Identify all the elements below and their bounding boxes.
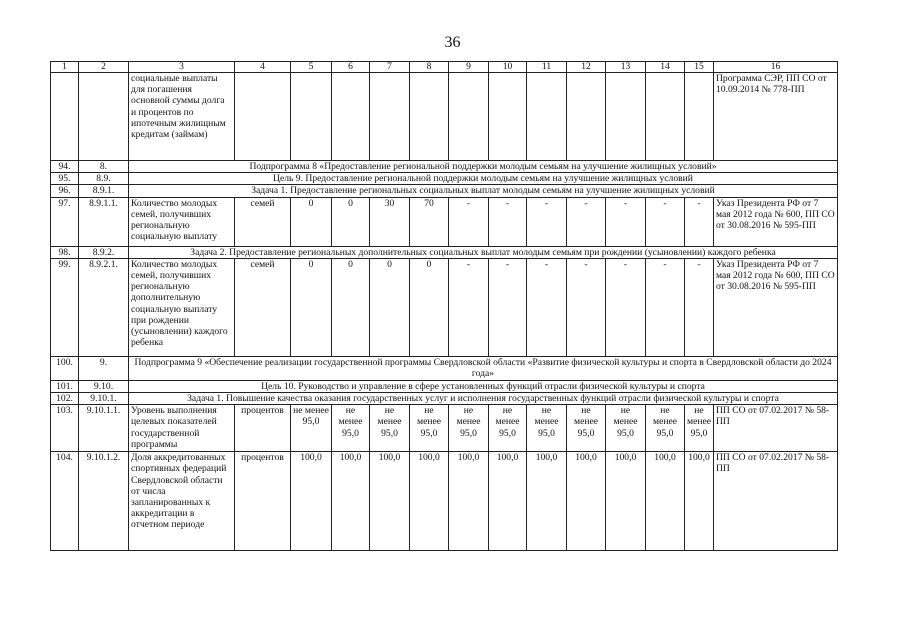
value-cell: не менее 95,0 <box>410 405 449 452</box>
column-number-header: 8 <box>410 62 449 73</box>
row-code-cell: 9.10. <box>79 380 129 392</box>
value-cell: 0 <box>332 197 370 246</box>
row-id-cell: 97. <box>51 197 79 246</box>
section-row <box>51 356 838 380</box>
value-cell: - <box>449 258 489 356</box>
value-cell <box>567 73 606 161</box>
unit-cell: процентов <box>235 405 291 452</box>
value-cell: 100,0 <box>527 452 567 551</box>
column-number-header: 9 <box>449 62 489 73</box>
section-title-cell: Подпрограмма 9 «Обеспечение реализации государственной программы Свердловской области «Развитие физической культуры и спорта в Свердловской области до 2024 года» <box>129 356 838 380</box>
row-id-cell: 95. <box>51 173 79 185</box>
value-cell: - <box>489 197 527 246</box>
column-number-header: 13 <box>606 62 646 73</box>
row-id-cell: 101. <box>51 380 79 392</box>
value-cell: 0 <box>410 258 449 356</box>
value-cell <box>489 73 527 161</box>
value-cell: 100,0 <box>489 452 527 551</box>
section-row <box>51 393 838 405</box>
value-cell: 0 <box>370 258 410 356</box>
section-title-cell: Цель 10. Руководство и управление в сфере установленных функций отрасли физической культуры и спорта <box>129 380 838 392</box>
value-cell: - <box>606 258 646 356</box>
row-id-cell: 100. <box>51 356 79 380</box>
row-code-cell: 8.9.2. <box>79 246 129 258</box>
value-cell: не менее 95,0 <box>646 405 685 452</box>
unit-cell <box>235 73 291 161</box>
value-cell: не менее 95,0 <box>291 405 332 452</box>
indicators-table <box>50 61 838 551</box>
table-row <box>51 452 838 551</box>
value-cell: 100,0 <box>370 452 410 551</box>
value-cell: - <box>567 197 606 246</box>
table-row <box>51 197 838 246</box>
row-code-cell: 9.10.1.1. <box>79 405 129 452</box>
column-number-header: 14 <box>646 62 685 73</box>
value-cell: не менее 95,0 <box>527 405 567 452</box>
row-code-cell: 8.9. <box>79 173 129 185</box>
row-id-cell: 99. <box>51 258 79 356</box>
section-row <box>51 173 838 185</box>
value-cell: - <box>646 258 685 356</box>
value-cell: - <box>646 197 685 246</box>
unit-cell: семей <box>235 197 291 246</box>
indicator-name-cell: Доля аккредитованных спортивных федераций Свердловской области от числа запланированных к аккредитации в отчетном периоде <box>129 452 235 551</box>
page-number: 36 <box>444 34 461 51</box>
indicator-name-cell: социальные выплаты для погашения основной суммы долга и процентов по ипотечным жилищным кредитам (займам) <box>129 73 235 161</box>
value-cell: не менее 95,0 <box>370 405 410 452</box>
value-cell: 100,0 <box>291 452 332 551</box>
table-row <box>51 405 838 452</box>
value-cell: - <box>527 197 567 246</box>
row-id-cell: 98. <box>51 246 79 258</box>
value-cell <box>291 73 332 161</box>
value-cell: не менее 95,0 <box>332 405 370 452</box>
section-title-cell: Задача 1. Предоставление региональных социальных выплат молодым семьям на улучшение жилищных условий <box>129 185 838 197</box>
column-number-header: 10 <box>489 62 527 73</box>
section-title-cell: Подпрограмма 8 «Предоставление региональной поддержки молодым семьям на улучшение жилищных условий» <box>129 161 838 173</box>
value-cell: не менее 95,0 <box>606 405 646 452</box>
value-cell: 100,0 <box>606 452 646 551</box>
source-cell: ПП СО от 07.02.2017 № 58-ПП <box>713 452 837 551</box>
row-code-cell: 8.9.2.1. <box>79 258 129 356</box>
value-cell <box>685 73 714 161</box>
section-row <box>51 246 838 258</box>
column-number-header: 7 <box>370 62 410 73</box>
row-code-cell: 8.9.1. <box>79 185 129 197</box>
table-row <box>51 258 838 356</box>
source-cell: Программа СЭР, ПП СО от 10.09.2014 № 778-ПП <box>713 73 837 161</box>
column-number-header: 12 <box>567 62 606 73</box>
value-cell: 70 <box>410 197 449 246</box>
header-row <box>51 62 838 73</box>
row-id-cell: 96. <box>51 185 79 197</box>
indicator-name-cell: Количество молодых семей, получивших региональную социальную выплату <box>129 197 235 246</box>
value-cell <box>449 73 489 161</box>
column-number-header: 5 <box>291 62 332 73</box>
row-id-cell: 104. <box>51 452 79 551</box>
source-cell: Указ Президента РФ от 7 мая 2012 года № 600, ПП СО от 30.08.2016 № 595-ПП <box>713 197 837 246</box>
value-cell: 100,0 <box>332 452 370 551</box>
value-cell <box>410 73 449 161</box>
value-cell: 100,0 <box>449 452 489 551</box>
column-number-header: 2 <box>79 62 129 73</box>
value-cell: - <box>606 197 646 246</box>
value-cell: - <box>685 197 714 246</box>
indicator-name-cell: Количество молодых семей, получивших региональную дополнительную социальную выплату при рождении (усыновлении) каждого ребенка <box>129 258 235 356</box>
value-cell: не менее 95,0 <box>449 405 489 452</box>
section-title-cell: Задача 2. Предоставление региональных дополнительных социальных выплат молодым семьям при рождении (усыновлении) каждого ребенка <box>129 246 838 258</box>
column-number-header: 3 <box>129 62 235 73</box>
value-cell <box>527 73 567 161</box>
value-cell: - <box>685 258 714 356</box>
value-cell: - <box>449 197 489 246</box>
value-cell: не менее 95,0 <box>685 405 714 452</box>
row-id-cell: 103. <box>51 405 79 452</box>
row-code-cell: 8. <box>79 161 129 173</box>
value-cell: 0 <box>291 197 332 246</box>
section-row <box>51 380 838 392</box>
value-cell <box>332 73 370 161</box>
value-cell: - <box>489 258 527 356</box>
value-cell: 100,0 <box>567 452 606 551</box>
value-cell: 0 <box>291 258 332 356</box>
column-number-header: 4 <box>235 62 291 73</box>
section-row <box>51 161 838 173</box>
indicator-name-cell: Уровень выполнения целевых показателей государственной программы <box>129 405 235 452</box>
value-cell: 30 <box>370 197 410 246</box>
row-code-cell <box>79 73 129 161</box>
source-cell: ПП СО от 07.02.2017 № 58-ПП <box>713 405 837 452</box>
column-number-header: 16 <box>713 62 837 73</box>
row-code-cell: 9. <box>79 356 129 380</box>
value-cell: 100,0 <box>685 452 714 551</box>
column-number-header: 15 <box>685 62 714 73</box>
value-cell: не менее 95,0 <box>489 405 527 452</box>
section-row <box>51 185 838 197</box>
value-cell: 0 <box>332 258 370 356</box>
row-id-cell: 94. <box>51 161 79 173</box>
section-title-cell: Цель 9. Предоставление региональной поддержки молодым семьям на улучшение жилищных условий <box>129 173 838 185</box>
column-number-header: 6 <box>332 62 370 73</box>
section-title-cell: Задача 1. Повышение качества оказания государственных услуг и исполнения государственных функций отрасли физической культуры и спорта <box>129 393 838 405</box>
value-cell: - <box>527 258 567 356</box>
value-cell: 100,0 <box>646 452 685 551</box>
column-number-header: 11 <box>527 62 567 73</box>
row-id-cell: 102. <box>51 393 79 405</box>
value-cell <box>606 73 646 161</box>
value-cell: не менее 95,0 <box>567 405 606 452</box>
unit-cell: семей <box>235 258 291 356</box>
row-code-cell: 9.10.1. <box>79 393 129 405</box>
table-row <box>51 73 838 161</box>
row-id-cell <box>51 73 79 161</box>
row-code-cell: 8.9.1.1. <box>79 197 129 246</box>
value-cell: - <box>567 258 606 356</box>
value-cell <box>370 73 410 161</box>
value-cell: 100,0 <box>410 452 449 551</box>
column-number-header: 1 <box>51 62 79 73</box>
unit-cell: процентов <box>235 452 291 551</box>
source-cell: Указ Президента РФ от 7 мая 2012 года № 600, ПП СО от 30.08.2016 № 595-ПП <box>713 258 837 356</box>
value-cell <box>646 73 685 161</box>
row-code-cell: 9.10.1.2. <box>79 452 129 551</box>
